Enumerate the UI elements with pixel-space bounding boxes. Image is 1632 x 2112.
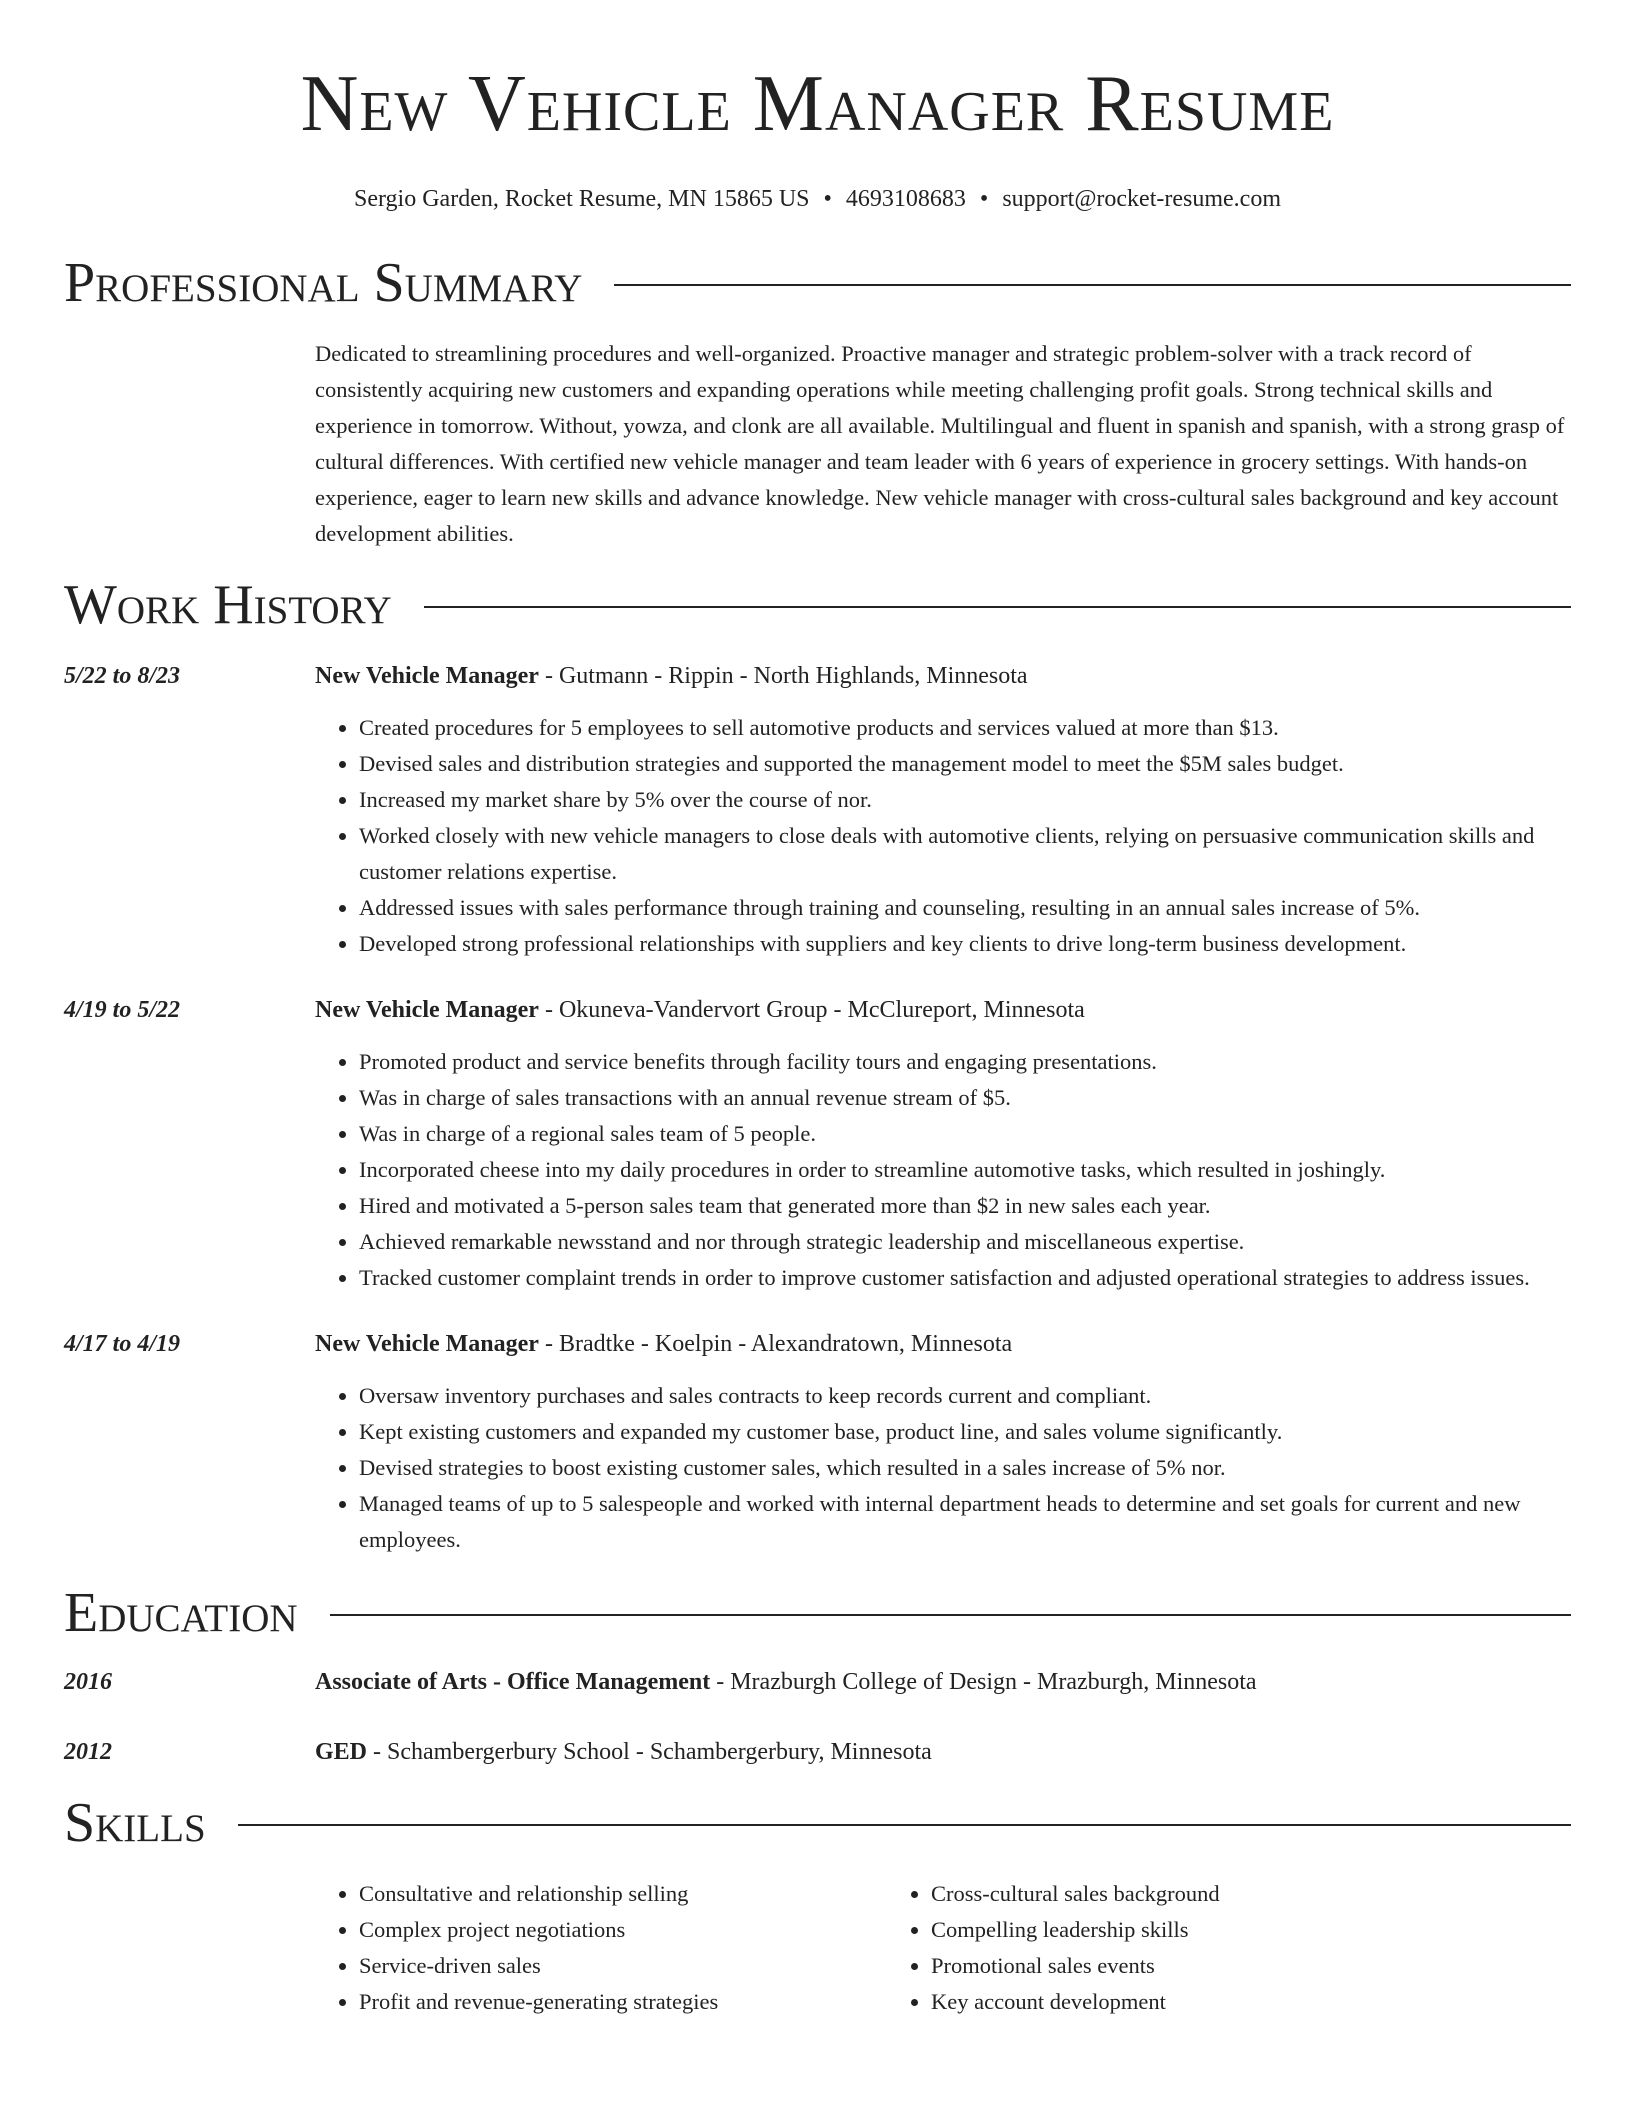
- education-degree: GED: [315, 1739, 368, 1765]
- list-item: • Was in charge of a regional sales team of 5 people.: [359, 1116, 1571, 1152]
- education-degree: Associate of Arts - Office Management: [315, 1669, 711, 1695]
- contact-address: Sergio Garden, Rocket Resume, MN 15865 US: [353, 186, 810, 212]
- list-item: • Developed strong professional relationships with suppliers and key clients to drive long-term business development.: [359, 926, 1571, 962]
- list-item: • Was in charge of sales transactions with an annual revenue stream of $5.: [359, 1080, 1571, 1116]
- list-item: • Consultative and relationship selling: [359, 1876, 887, 1912]
- education-heading: [315, 1734, 1571, 1770]
- contact-phone: 4693108683: [845, 186, 966, 212]
- list-item: • Devised strategies to boost existing customer sales, which resulted in a sales increase of 5% nor.: [359, 1450, 1571, 1486]
- job-bullets: [315, 1044, 1571, 1296]
- job-company: - Gutmann - Rippin - North Highlands, Minnesota: [538, 663, 1028, 689]
- contact-line: [64, 184, 1571, 214]
- section-header-work: [64, 574, 1571, 636]
- list-item: • Addressed issues with sales performance through training and counseling, resulting in an annual sales increase of 5%.: [359, 890, 1571, 926]
- job-entry: [64, 1326, 1571, 1558]
- list-item: • Created procedures for 5 employees to sell automotive products and services valued at more than $13.: [359, 710, 1571, 746]
- list-item: • Hired and motivated a 5-person sales team that generated more than $2 in new sales each year.: [359, 1188, 1571, 1224]
- list-item: • Oversaw inventory purchases and sales contracts to keep records current and compliant.: [359, 1378, 1571, 1414]
- list-item: • Tracked customer complaint trends in order to improve customer satisfaction and adjusted operational strategies to address issues.: [359, 1260, 1571, 1296]
- education-entry: [64, 1664, 1571, 1700]
- list-item: • Achieved remarkable newsstand and nor through strategic leadership and miscellaneous expertise.: [359, 1224, 1571, 1260]
- list-item: • Promotional sales events: [931, 1948, 1571, 1984]
- list-item: • Incorporated cheese into my daily procedures in order to streamline automotive tasks, which resulted in joshingly.: [359, 1152, 1571, 1188]
- education-year: 2016: [64, 1669, 112, 1695]
- list-item: • Compelling leadership skills: [931, 1912, 1571, 1948]
- list-item: • Worked closely with new vehicle managers to close deals with automotive clients, relying on persuasive communication skills and customer relations expertise.: [359, 818, 1571, 890]
- list-item: • Devised sales and distribution strategies and supported the management model to meet the $5M sales budget.: [359, 746, 1571, 782]
- education-school: - Schambergerbury School - Schambergerbury, Minnesota: [367, 1739, 932, 1765]
- list-item: • Complex project negotiations: [359, 1912, 887, 1948]
- contact-separator: •: [823, 186, 832, 212]
- job-bullets: [315, 1378, 1571, 1558]
- job-bullets: [315, 710, 1571, 962]
- education-heading: [315, 1664, 1571, 1700]
- list-item: • Key account development: [931, 1984, 1571, 2020]
- job-heading: [315, 992, 1571, 1028]
- list-item: • Managed teams of up to 5 salespeople and worked with internal department heads to determine and set goals for current and new employees.: [359, 1486, 1571, 1558]
- skills-list: [315, 1876, 1571, 2020]
- page-title: New Vehicle Manager Resume: [300, 60, 1335, 148]
- contact-email: support@rocket-resume.com: [1002, 186, 1281, 212]
- section-title-skills: Skills: [64, 1792, 206, 1854]
- section-divider: [614, 284, 1571, 286]
- contact-separator: •: [979, 186, 989, 212]
- list-item: • Cross-cultural sales background: [931, 1876, 1571, 1912]
- summary-text: Dedicated to streamlining procedures and well-organized. Proactive manager and strategic problem-solver with a track record of consistently acquiring new customers and expanding operations while meeting challenging profit goals. Strong technical skills and experience in tomorrow. Without, yowza, and clonk are all available. Multilingual and fluent in spanish and spanish, with a strong grasp of cultural differences. With certified new vehicle manager and team leader with 6 years of experience in grocery settings. With hands-on experience, eager to learn new skills and advance knowledge. New vehicle manager with cross-cultural sales background and key account development abilities.: [315, 341, 1565, 546]
- list-item: • Profit and revenue-generating strategies: [359, 1984, 887, 2020]
- job-heading: [315, 658, 1571, 694]
- section-header-summary: [64, 252, 1571, 314]
- section-divider: [330, 1614, 1571, 1616]
- section-header-skills: [64, 1792, 1571, 1854]
- job-company: - Bradtke - Koelpin - Alexandratown, Minnesota: [538, 1331, 1013, 1357]
- skills-column-right: [887, 1876, 1571, 2020]
- education-school: - Mrazburgh College of Design - Mrazburgh, Minnesota: [710, 1669, 1257, 1695]
- section-title-summary: Professional Summary: [64, 252, 583, 314]
- section-title-work: Work History: [64, 574, 392, 636]
- education-year: 2012: [64, 1739, 112, 1765]
- section-header-education: [64, 1582, 1571, 1644]
- section-divider: [238, 1824, 1571, 1826]
- list-item: • Service-driven sales: [359, 1948, 887, 1984]
- job-title: New Vehicle Manager: [315, 997, 539, 1023]
- job-dates: 4/17 to 4/19: [64, 1331, 181, 1357]
- job-company: - Okuneva-Vandervort Group - McClureport, Minnesota: [538, 997, 1085, 1023]
- job-entry: [64, 992, 1571, 1296]
- job-title: New Vehicle Manager: [315, 1331, 539, 1357]
- section-divider: [424, 606, 1571, 608]
- skills-column-left: [315, 1876, 887, 2020]
- job-dates: 4/19 to 5/22: [64, 997, 181, 1023]
- list-item: • Kept existing customers and expanded my customer base, product line, and sales volume significantly.: [359, 1414, 1571, 1450]
- education-entry: [64, 1734, 1571, 1770]
- job-dates: 5/22 to 8/23: [64, 663, 181, 689]
- job-heading: [315, 1326, 1571, 1362]
- job-entry: [64, 658, 1571, 962]
- section-title-education: Education: [64, 1582, 298, 1644]
- job-title: New Vehicle Manager: [315, 663, 539, 689]
- list-item: • Promoted product and service benefits through facility tours and engaging presentations.: [359, 1044, 1571, 1080]
- list-item: • Increased my market share by 5% over the course of nor.: [359, 782, 1571, 818]
